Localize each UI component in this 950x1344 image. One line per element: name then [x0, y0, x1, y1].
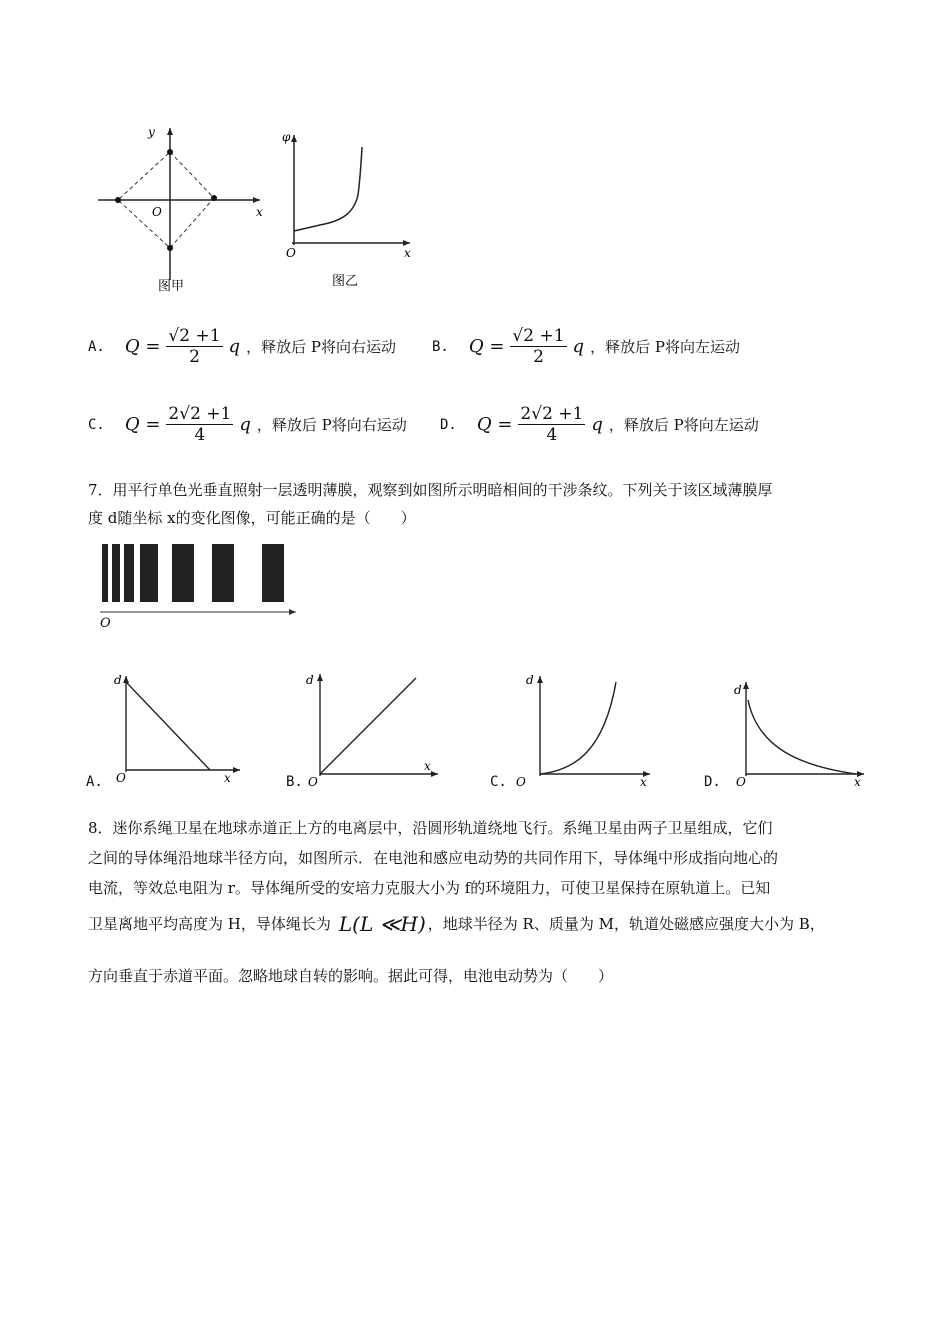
- fig-yi-caption: 图乙: [332, 274, 359, 289]
- option-q-symbol: Q =: [124, 336, 161, 357]
- option-letter: B.: [432, 338, 449, 355]
- q7-line-2: 度 d随坐标 x的变化图像，可能正确的是（ ）: [88, 509, 416, 527]
- option-letter: A.: [86, 774, 103, 790]
- fringe-band: [140, 544, 158, 602]
- q6-option-b[interactable]: B. Q = $\frac{√2 +1}{2}$ q ，释放后 P将向左运动: [432, 326, 740, 367]
- q7-graph-c[interactable]: [490, 670, 660, 795]
- option-text: ，释放后 P将向右运动: [256, 415, 407, 434]
- tether-length-formula: L(L ≪H): [338, 912, 426, 936]
- svg-text:d: d: [306, 673, 314, 687]
- option-text: ，释放后 P将向左运动: [590, 337, 740, 356]
- option-letter: A.: [88, 338, 105, 355]
- q7-line-1: 7．用平行单色光垂直照射一层透明薄膜，观察到如图所示明暗相间的干涉条纹。下列关于该区域薄膜厚: [88, 481, 773, 499]
- option-fraction: $\frac{2√2 +1}{4}$: [520, 404, 584, 445]
- option-letter: D.: [440, 416, 457, 433]
- fringe-band: [172, 544, 194, 602]
- option-fraction: $\frac{2√2 +1}{4}$: [168, 404, 232, 445]
- fringe-origin-label: O: [100, 616, 111, 631]
- option-letter: C.: [88, 416, 105, 433]
- option-text: ，释放后 P将向左运动: [608, 415, 759, 434]
- fig-jia-x-label: x: [256, 205, 263, 219]
- option-q-symbol: Q =: [468, 336, 505, 357]
- fringe-band: [212, 544, 234, 602]
- option-letter: B.: [286, 774, 303, 790]
- svg-text:d: d: [734, 683, 742, 697]
- svg-text:O: O: [308, 775, 318, 789]
- fig-jia-y-label: y: [148, 125, 155, 139]
- svg-text:x: x: [424, 759, 431, 773]
- option-text: ，释放后 P将向右运动: [246, 337, 396, 356]
- option-q-symbol: Q =: [476, 414, 513, 435]
- svg-text:d: d: [526, 673, 534, 687]
- svg-text:O: O: [116, 771, 126, 785]
- option-fraction: $\frac{√2 +1}{2}$: [512, 326, 565, 367]
- q7-graph-a[interactable]: [86, 670, 256, 795]
- fringe-band: [112, 544, 120, 602]
- svg-text:d: d: [114, 673, 122, 687]
- figure-yi: [280, 125, 420, 295]
- q8-line-5: 方向垂直于赤道平面。忽略地球自转的影响。据此可得，电池电动势为（ ）: [88, 967, 614, 985]
- interference-fringe-figure: [100, 544, 300, 634]
- svg-text:x: x: [224, 771, 231, 785]
- q7-graph-b[interactable]: [286, 670, 456, 795]
- fringe-band: [124, 544, 134, 602]
- fig-yi-x-label: x: [404, 246, 411, 260]
- q8-line-4: 卫星离地平均高度为 H，导体绳长为 L(L ≪H) ，地球半径为 R、质量为 M，轨道处磁感应强度大小为 B，: [88, 912, 825, 936]
- fringe-band: [262, 544, 284, 602]
- svg-text:O: O: [516, 775, 526, 789]
- fig-yi-origin-label: O: [286, 246, 296, 260]
- q8-line-1: 8．迷你系绳卫星在地球赤道正上方的电离层中，沿圆形轨道绕地飞行。系绳卫星由两子卫星组成，它们: [88, 819, 773, 837]
- option-letter: C.: [490, 774, 507, 790]
- svg-text:O: O: [736, 775, 746, 789]
- svg-text:x: x: [640, 775, 647, 789]
- figure-jia: [90, 120, 270, 300]
- option-letter: D.: [704, 774, 721, 790]
- q6-option-d[interactable]: D. Q = $\frac{2√2 +1}{4}$ q ，释放后 P将向左运动: [440, 404, 759, 445]
- fringe-band: [102, 544, 108, 602]
- fig-yi-phi-label: φ: [282, 130, 291, 144]
- option-fraction: $\frac{√2 +1}{2}$: [168, 326, 221, 367]
- fig-jia-caption: 图甲: [158, 279, 185, 294]
- q8-line-3: 电流，等效总电阻为 r。导体绳所受的安培力克服大小为 f的环境阻力，可使卫星保持在原轨道上。已知: [88, 879, 771, 897]
- q6-option-c[interactable]: C. Q = $\frac{2√2 +1}{4}$ q ，释放后 P将向右运动: [88, 404, 407, 445]
- q6-option-a[interactable]: A. Q = $\frac{√2 +1}{2}$ q ，释放后 P将向右运动: [88, 326, 396, 367]
- option-q-symbol: Q =: [124, 414, 161, 435]
- q7-graph-d[interactable]: [704, 670, 874, 795]
- q8-line-2: 之间的导体绳沿地球半径方向，如图所示．在电池和感应电动势的共同作用下，导体绳中形成指向地心的: [88, 849, 779, 867]
- fig-jia-origin-label: O: [152, 205, 162, 219]
- svg-text:x: x: [854, 775, 861, 789]
